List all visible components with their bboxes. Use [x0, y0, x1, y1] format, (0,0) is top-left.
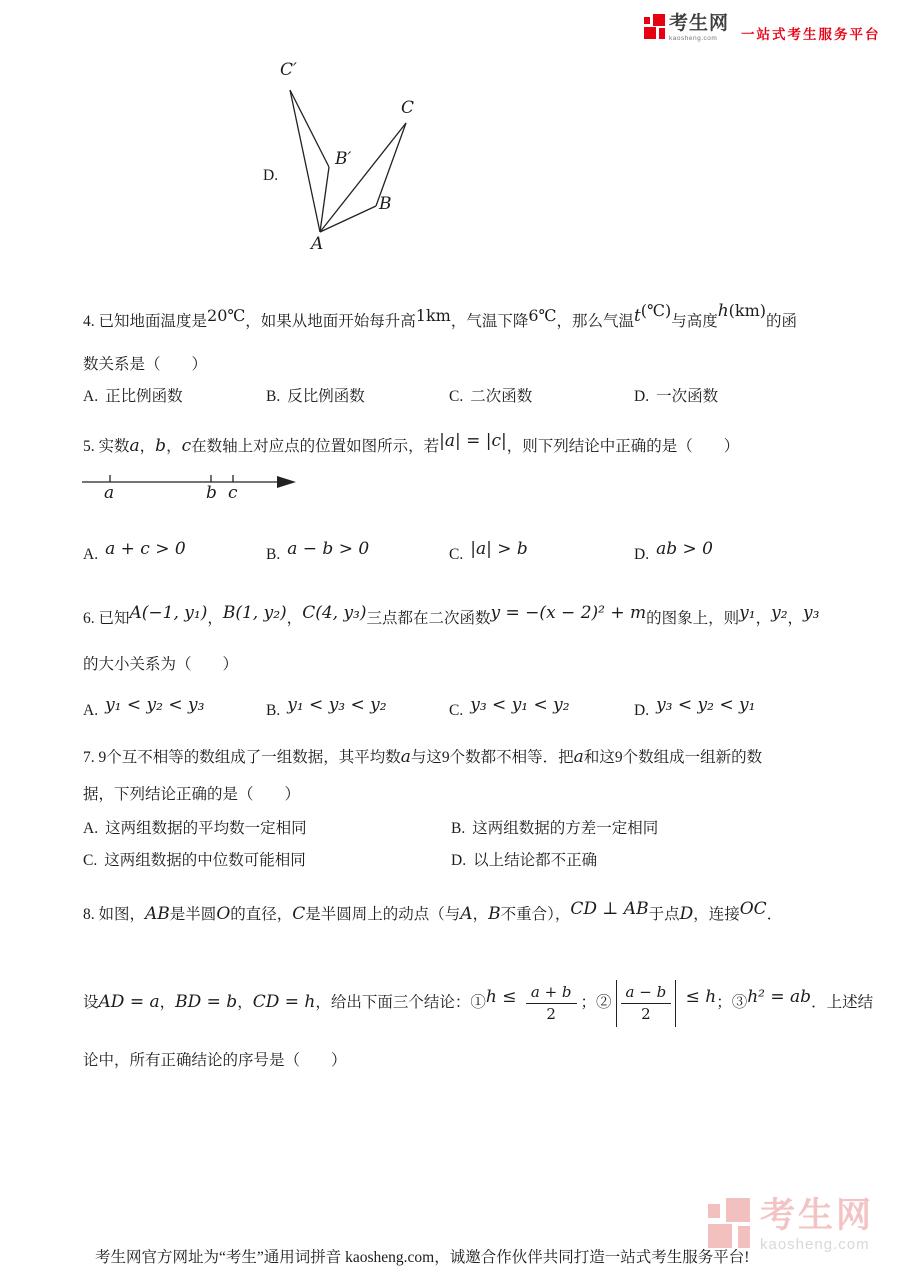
option-text: |a| > b: [470, 539, 528, 559]
option-letter: D.: [634, 388, 650, 405]
option-letter: A.: [83, 546, 99, 563]
option-text: 反比例函数: [287, 388, 365, 405]
option-text: 一次函数: [656, 388, 719, 405]
q4-option-d: [634, 384, 718, 410]
point-label-a: A: [311, 234, 324, 254]
q5-options-row: [0, 536, 900, 568]
option-text: 二次函数: [470, 388, 533, 405]
q7-options-row1: [0, 816, 900, 848]
q7-stem-line1: 7. 9个互不相等的数组成了一组数据，其平均数a与这9个数都不相等．把a和这9个数组成一组新的数: [83, 747, 763, 767]
q4-option-b: [266, 384, 365, 410]
q5-option-c: [449, 536, 528, 568]
kaosheng-logo-icon: [644, 14, 665, 41]
q7-option-b: [451, 816, 658, 842]
numline-label-c: c: [228, 483, 238, 503]
option-letter: B.: [266, 388, 281, 405]
q4-stem-line1: 4. 已知地面温度是20℃，如果从地面开始每升高1km，气温下降6℃，那么气温t(℃)与高度h(km)的函: [83, 301, 798, 330]
option-text: y₁ < y₂ < y₃: [105, 695, 205, 715]
option-letter: A.: [83, 702, 99, 719]
option-letter: D.: [634, 702, 650, 719]
q5-option-b: [266, 536, 369, 568]
q4-option-c: [449, 384, 532, 410]
q6-option-c: [449, 692, 570, 724]
q7-stem-line2: 据，下列结论正确的是（ ）: [83, 786, 301, 803]
option-text: ab > 0: [656, 539, 713, 559]
option-letter: C.: [83, 852, 98, 869]
logo-domain: kaosheng.com: [669, 35, 718, 42]
watermark-domain: kaosheng.com: [760, 1236, 870, 1253]
option-letter: C.: [449, 546, 464, 563]
q6-option-b: [266, 692, 387, 724]
watermark-title: 考生网: [760, 1196, 875, 1235]
q7-option-a: [83, 816, 307, 842]
option-text: 正比例函数: [105, 388, 183, 405]
option-letter: D.: [634, 546, 650, 563]
logo-tagline: 一站式考生服务平台: [741, 27, 881, 42]
option-text: 这两组数据的中位数可能相同: [104, 852, 306, 869]
numline-label-b: b: [206, 483, 217, 503]
q5-option-d: [634, 536, 713, 568]
q5-stem-line1: 5. 实数a，b，c在数轴上对应点的位置如图所示，若|a| = |c|，则下列结论中正确的是（ ）: [83, 431, 740, 456]
q6-stem-line2: 的大小关系为（ ）: [83, 656, 239, 673]
q4-option-a: [83, 384, 183, 410]
q7-option-d: [451, 848, 597, 874]
option-letter: A.: [83, 820, 99, 837]
figure-option-d-triangles: [253, 62, 438, 262]
option-letter: D.: [451, 852, 467, 869]
kaosheng-header-logo: [644, 14, 881, 43]
q4-stem-line2: 数关系是（ ）: [83, 356, 208, 373]
watermark-logo-icon: [708, 1198, 752, 1252]
q4-options-row: [0, 384, 900, 416]
option-text: 以上结论都不正确: [473, 852, 598, 869]
q6-stem-line1: 6. 已知A(−1, y₁)，B(1, y₂)，C(4, y₃)三点都在二次函数y = −(x − 2)² + m的图象上，则y₁，y₂，y₃: [83, 603, 820, 627]
option-letter: B.: [266, 702, 281, 719]
q8-stem-line2: 设AD = a，BD = b，CD = h，给出下面三个结论：①h ≤ $\frac{a + b}{2}$ ；② $\frac{a - b}{2}$ ≤ h；③h² = ab．上述结: [83, 972, 873, 1028]
option-text: 这两组数据的方差一定相同: [472, 820, 659, 837]
point-label-b: B: [379, 194, 392, 214]
logo-title: 考生网: [669, 13, 730, 34]
q8-stem-line1: 8. 如图，AB是半圆O的直径，C是半圆周上的动点（与A，B不重合），CD ⊥ AB于点D，连接OC．: [83, 899, 783, 924]
q6-options-row: [0, 692, 900, 724]
option-letter: B.: [266, 546, 281, 563]
point-label-c-prime: C′: [280, 60, 297, 80]
footer-text: 考生网官方网址为“考生”通用词拼音 kaosheng.com，诚邀合作伙伴共同打造一站式考生服务平台!: [95, 1249, 750, 1266]
option-letter: C.: [449, 702, 464, 719]
q6-option-d: [634, 692, 755, 724]
option-text: y₃ < y₂ < y₁: [656, 695, 756, 715]
numline-label-a: a: [104, 483, 115, 503]
option-d-label: D.: [263, 167, 279, 184]
point-label-b-prime: B′: [335, 149, 352, 169]
logo-text-block: [669, 14, 729, 42]
figure-number-line: [80, 468, 305, 510]
option-letter: B.: [451, 820, 466, 837]
option-text: a − b > 0: [287, 539, 370, 559]
q7-options-row2: [0, 848, 900, 880]
q8-stem-line3: 论中，所有正确结论的序号是（ ）: [83, 1052, 347, 1069]
option-letter: C.: [449, 388, 464, 405]
q5-option-a: [83, 536, 186, 568]
point-label-c: C: [401, 98, 415, 118]
option-text: a + c > 0: [105, 539, 186, 559]
watermark-text-block: [760, 1198, 874, 1253]
option-text: 这两组数据的平均数一定相同: [105, 820, 307, 837]
option-text: y₃ < y₁ < y₂: [470, 695, 570, 715]
option-text: y₁ < y₃ < y₂: [287, 695, 387, 715]
q6-option-a: [83, 692, 204, 724]
option-letter: A.: [83, 388, 99, 405]
q7-option-c: [83, 848, 306, 874]
